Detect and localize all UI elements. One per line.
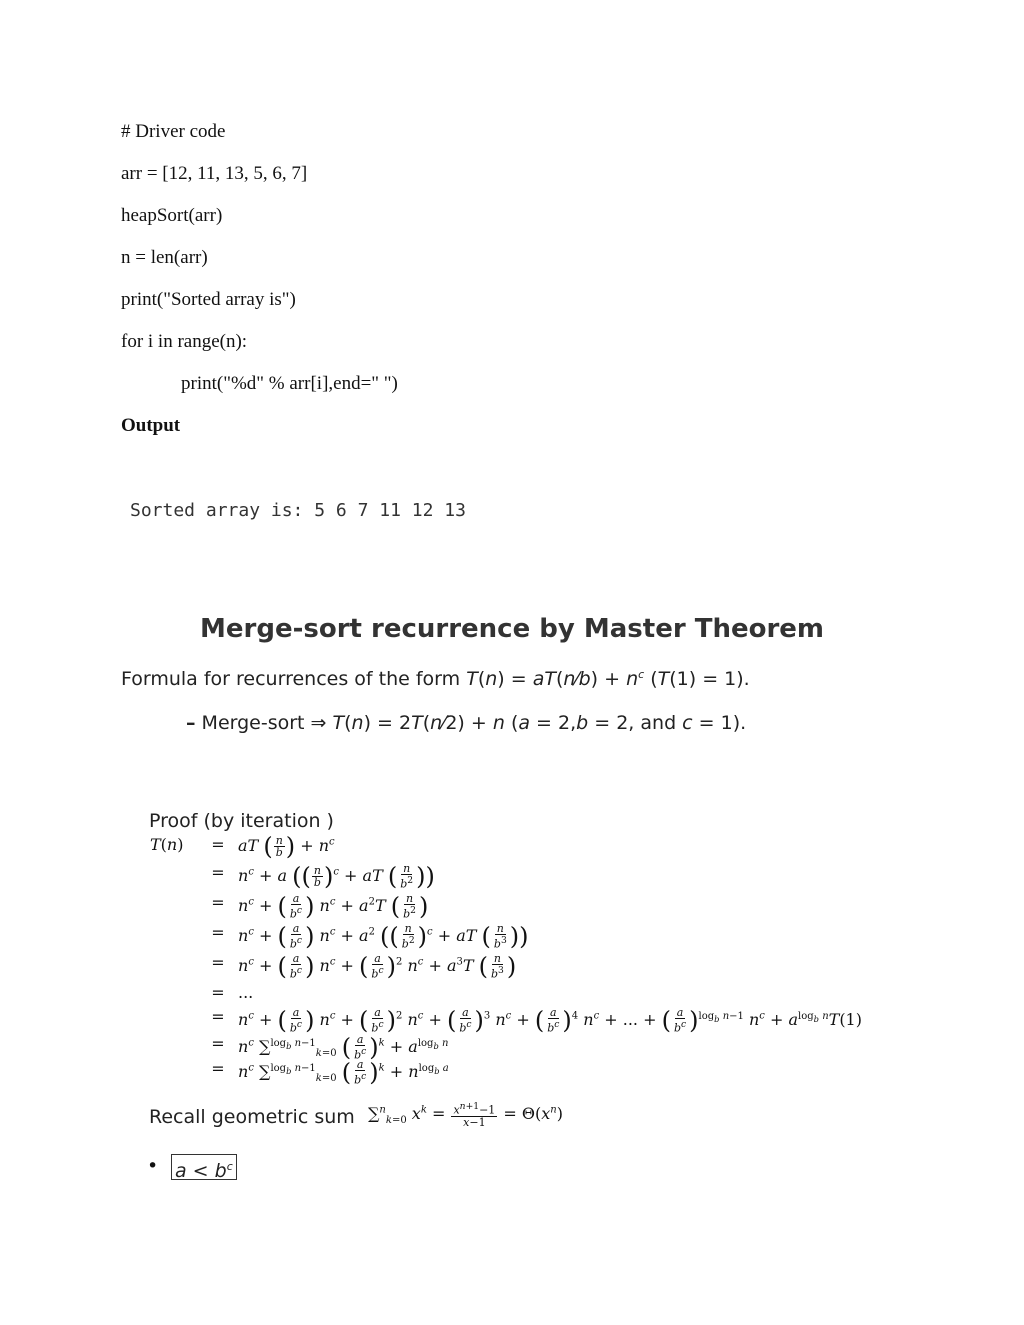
code-line-print: print("Sorted array is") xyxy=(121,289,296,310)
section-title: Merge-sort recurrence by Master Theorem xyxy=(200,614,824,644)
code-line-print-item: print("%d" % arr[i],end=" ") xyxy=(181,373,398,394)
mergesort-label: Merge-sort ⇒ xyxy=(201,712,327,734)
formula-intro: Formula for recurrences of the form xyxy=(121,668,461,690)
code-comment: # Driver code xyxy=(121,121,226,142)
code-line-arr: arr = [12, 11, 13, 5, 6, 7] xyxy=(121,163,308,184)
output-heading: Output xyxy=(121,415,181,436)
proof-title: Proof (by iteration ) xyxy=(149,810,334,832)
code-line-for: for i in range(n): xyxy=(121,331,248,352)
case-box: $a < b^c$ xyxy=(171,1154,237,1180)
recall-label: Recall geometric sum xyxy=(149,1106,355,1128)
output-text: Sorted array is: 5 6 7 11 12 13 xyxy=(130,500,466,521)
code-line-heapsort: heapSort(arr) xyxy=(121,205,223,226)
case-condition: a < b xyxy=(175,1160,227,1182)
geometric-sum-formula: ∑$^n_{k=0}$ $x^k$ = $\frac{x^{n+1}-1}{x-1}$ = $\Theta(x^n)$ xyxy=(368,1101,563,1129)
formula-line xyxy=(121,668,750,690)
mergesort-expression: T(n) = 2T(n⁄2) + n (a = 2,b = 2, and c = 1). xyxy=(332,712,747,734)
bullet-point: • xyxy=(147,1155,159,1177)
formula-expression: T(n) = aT(n⁄b) + $n^c$ (T(1) = 1). xyxy=(466,668,750,690)
mergesort-line: – Merge-sort ⇒ T(n) = 2T(n⁄2) + n (a = 2,b = 2, and c = 1). xyxy=(186,712,747,734)
code-line-len: n = len(arr) xyxy=(121,247,208,268)
